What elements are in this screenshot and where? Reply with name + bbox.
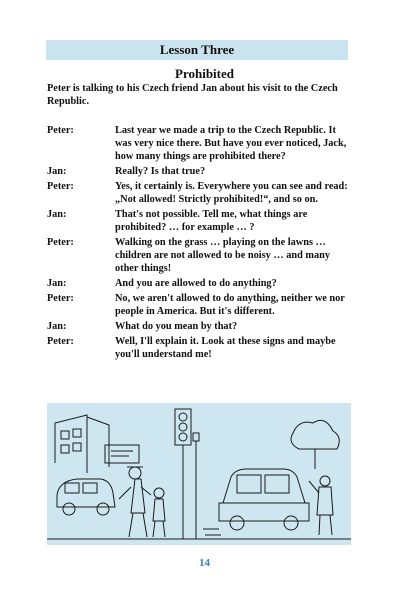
dialogue-turn — [47, 335, 357, 361]
dialogue-line: What do you mean by that? — [115, 321, 238, 332]
intro-paragraph: Peter is talking to his Czech friend Jan about his visit to the Czech Republic. — [47, 83, 338, 107]
billboard-icon — [105, 445, 139, 463]
street-scene-illustration — [47, 403, 351, 545]
speaker-name: Jan: — [47, 278, 67, 289]
dialogue-line: No, we aren't allowed to do anything, neither we nor people in America. But it's different. — [115, 293, 345, 317]
speaker-name: Peter: — [47, 181, 74, 192]
speaker-name: Jan: — [47, 166, 67, 177]
dialogue-turn — [47, 124, 357, 163]
dialogue-line: Well, I'll explain it. Look at these signs and maybe you'll understand me! — [115, 336, 336, 360]
dialogue-turn — [47, 236, 357, 275]
dialogue-line: Really? Is that true? — [115, 166, 206, 177]
page-title: Prohibited — [175, 66, 234, 81]
speaker-name: Peter: — [47, 293, 74, 304]
dialogue-line: Last year we made a trip to the Czech Republic. It was very nice there. But have you ever noticed, Jack, how many things are prohibited there? — [115, 125, 347, 162]
policeman-icon — [309, 476, 333, 535]
dialogue-turn — [47, 208, 357, 234]
car-icon — [57, 479, 115, 515]
pedestrian-icon — [119, 467, 151, 537]
dialogue-line: Yes, it certainly is. Everywhere you can see and read: „Not allowed! Strictly prohibited!“, and so on. — [115, 181, 348, 205]
dialogue-line: Walking on the grass … playing on the lawns … children are not allowed to be noisy … and many other things! — [115, 237, 331, 274]
lesson-label: Lesson Three — [159, 42, 235, 57]
dialogue-turn — [47, 292, 357, 318]
dialogue-line: That's not possible. Tell me, what things are prohibited? … for example … ? — [115, 209, 308, 233]
car-icon-right — [219, 469, 309, 530]
dialogue-turn — [47, 277, 357, 290]
dialogue — [47, 124, 357, 363]
speaker-name: Jan: — [47, 209, 67, 220]
speaker-name: Jan: — [47, 321, 67, 332]
street-icon — [47, 529, 351, 539]
dialogue-line: And you are allowed to do anything? — [115, 278, 277, 289]
dialogue-turn — [47, 165, 357, 178]
child-icon — [153, 488, 165, 537]
speaker-name: Peter: — [47, 125, 74, 136]
traffic-light-icon — [175, 409, 199, 539]
dialogue-turn — [47, 180, 357, 206]
speaker-name: Peter: — [47, 237, 74, 248]
tree-icon — [291, 420, 339, 469]
building-icon — [55, 415, 109, 473]
dialogue-turn — [47, 320, 357, 333]
lesson-banner — [46, 40, 348, 60]
page-number: 14 — [199, 557, 210, 569]
speaker-name: Peter: — [47, 336, 74, 347]
street-scene-drawing — [47, 403, 351, 545]
